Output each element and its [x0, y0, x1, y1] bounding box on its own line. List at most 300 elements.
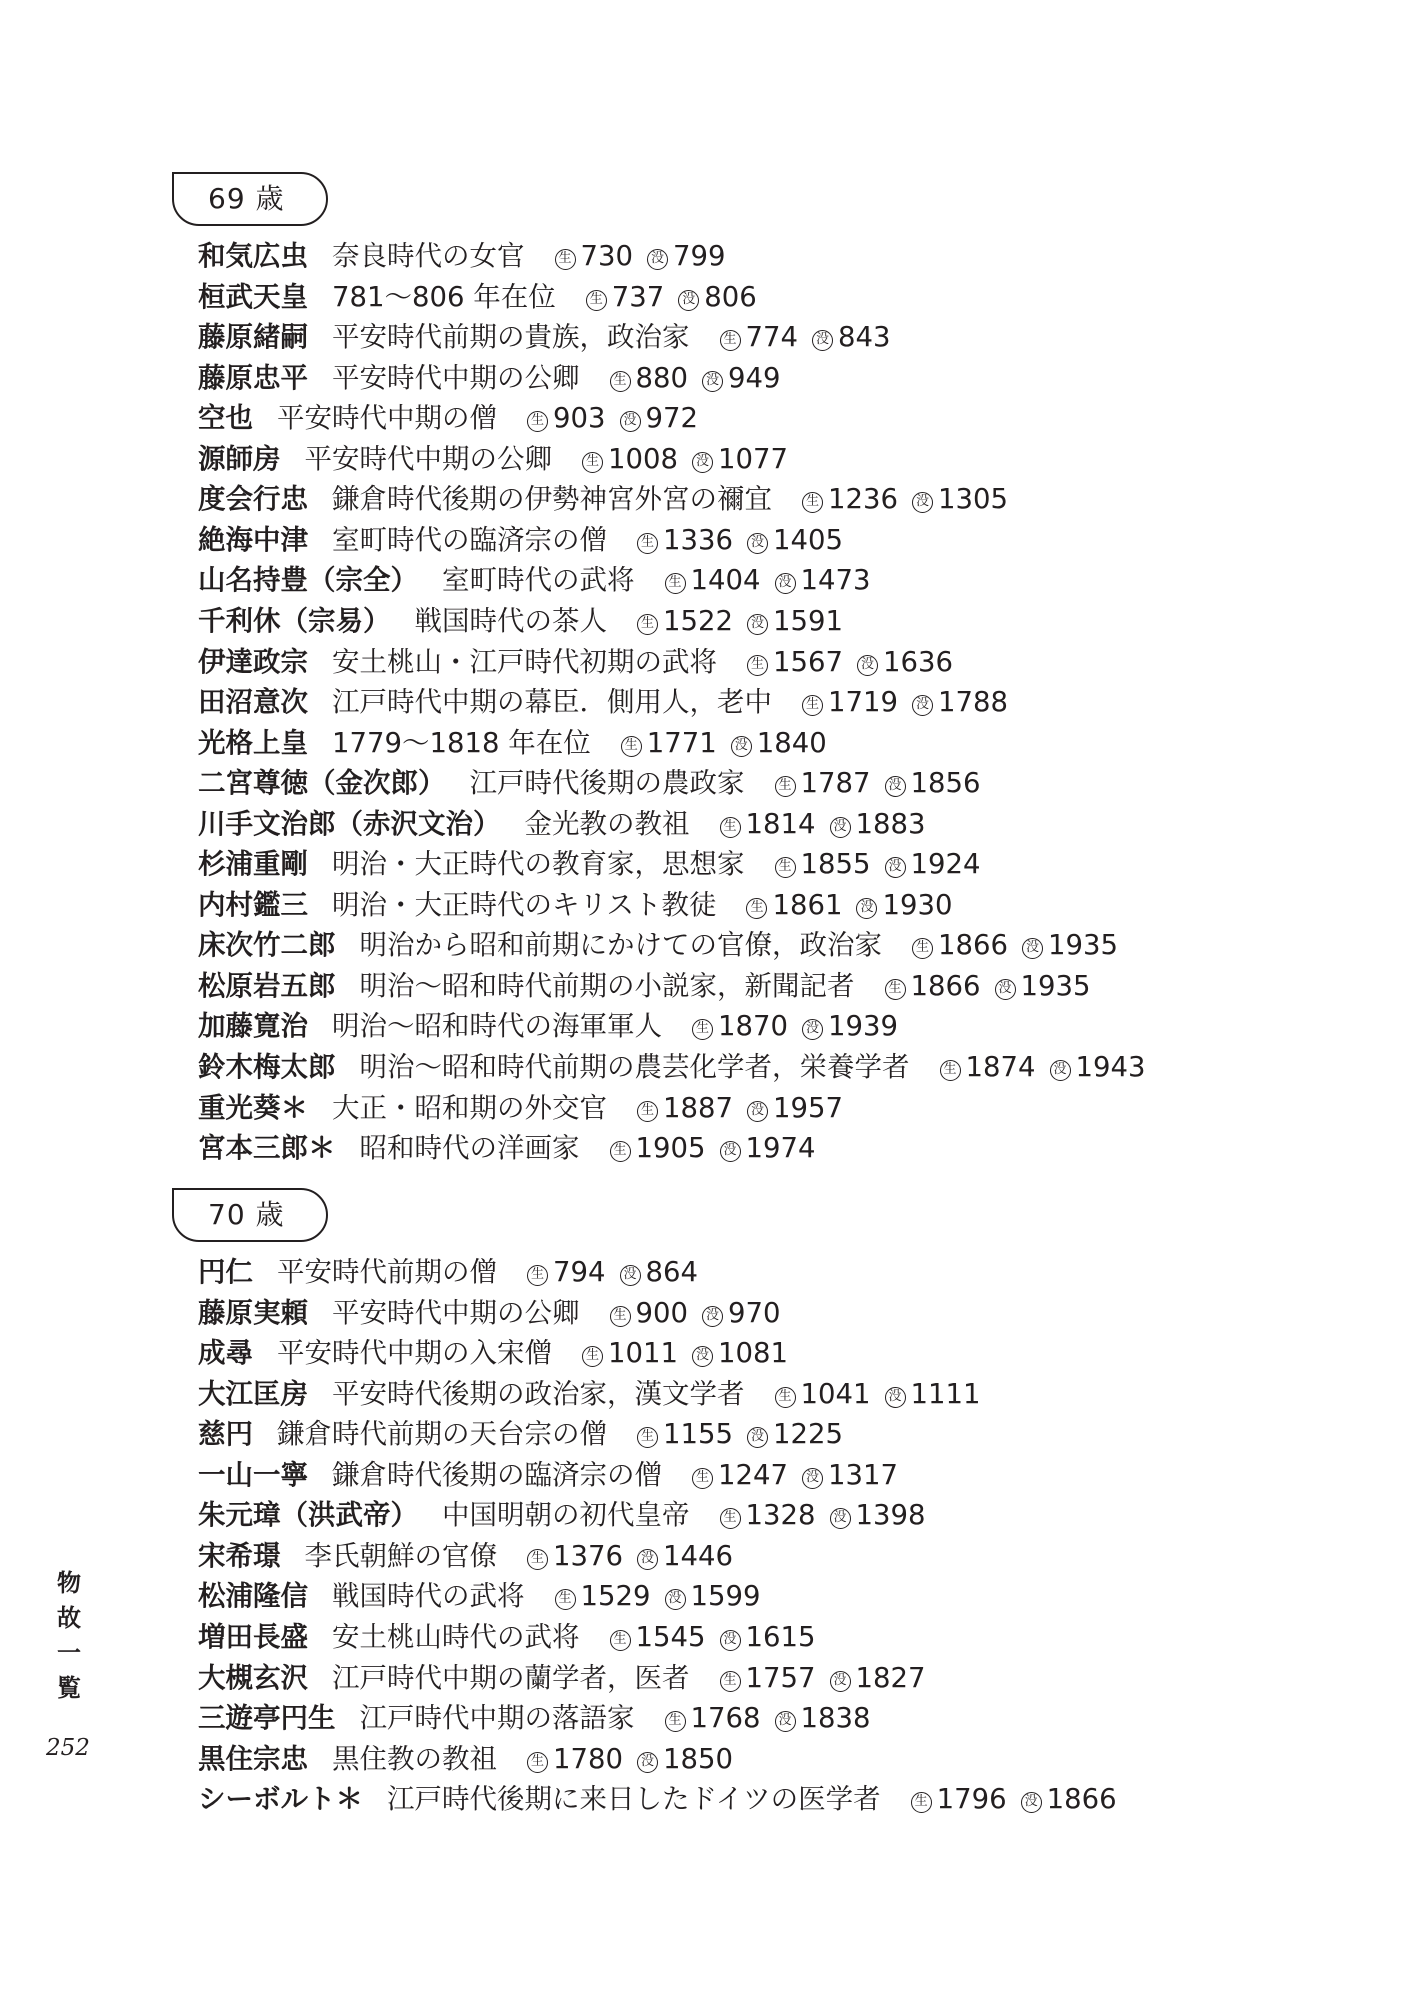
life-dates: [720, 1662, 926, 1694]
person-description: 江戸時代中期の落語家: [359, 1702, 635, 1734]
died-year: 1111: [910, 1378, 981, 1410]
died-mark-icon: 没: [912, 695, 933, 716]
born-mark-icon: 生: [885, 979, 906, 1000]
died-mark-icon: 没: [747, 1101, 768, 1122]
born-mark-icon: 生: [610, 371, 631, 392]
died-mark-icon: 没: [637, 1752, 658, 1773]
died-mark-icon: 没: [731, 736, 752, 757]
died-mark-icon: 没: [830, 1671, 851, 1692]
life-dates: [527, 1743, 733, 1775]
born-mark-icon: 生: [637, 533, 658, 554]
born-year: 1796: [936, 1783, 1007, 1815]
born-year: 1336: [663, 524, 733, 556]
life-dates: [775, 1378, 981, 1410]
born-mark-icon: 生: [692, 1019, 713, 1040]
died-mark-icon: 没: [620, 1265, 641, 1286]
person-name: 藤原実頼: [198, 1297, 308, 1329]
entry-row: [198, 1779, 1117, 1819]
born-year: 774: [745, 321, 798, 353]
entry-row: [198, 1495, 926, 1535]
entry-row: [198, 439, 788, 479]
born-mark-icon: 生: [610, 1141, 631, 1162]
person-name: シーボルト＊: [198, 1783, 363, 1815]
born-year: 1757: [745, 1662, 816, 1694]
person-name: 源師房: [198, 443, 281, 475]
age-heading: 70 歳: [172, 1188, 328, 1242]
person-name: 桓武天皇: [198, 281, 308, 313]
entry-row: [198, 763, 981, 803]
person-name: 三遊亭円生: [198, 1702, 336, 1734]
died-year: 1883: [855, 808, 926, 840]
life-dates: [775, 767, 981, 799]
person-description: 平安時代中期の公卿: [304, 443, 552, 475]
born-mark-icon: 生: [555, 249, 576, 270]
life-dates: [720, 321, 891, 353]
born-mark-icon: 生: [775, 776, 796, 797]
person-description: 平安時代前期の僧: [277, 1256, 497, 1288]
died-year: 1081: [718, 1337, 788, 1369]
died-mark-icon: 没: [720, 1141, 741, 1162]
born-mark-icon: 生: [582, 452, 603, 473]
person-description: 1779～1818 年在位: [332, 727, 591, 759]
life-dates: [555, 240, 726, 272]
entry-row: [198, 398, 698, 438]
died-mark-icon: 没: [775, 1711, 796, 1732]
life-dates: [911, 1783, 1117, 1815]
person-name: 藤原緒嗣: [198, 321, 308, 353]
person-name: 重光葵＊: [198, 1092, 308, 1124]
person-name: 円仁: [198, 1256, 253, 1288]
person-description: 金光教の教祖: [524, 808, 690, 840]
entry-row: [198, 601, 843, 641]
died-mark-icon: 没: [856, 898, 877, 919]
born-mark-icon: 生: [775, 1387, 796, 1408]
life-dates: [802, 686, 1008, 718]
born-mark-icon: 生: [747, 655, 768, 676]
died-mark-icon: 没: [830, 817, 851, 838]
person-name: 二宮尊徳（金次郎）: [198, 767, 446, 799]
born-year: 880: [635, 362, 688, 394]
born-mark-icon: 生: [527, 1549, 548, 1570]
died-mark-icon: 没: [830, 1508, 851, 1529]
died-year: 1446: [663, 1540, 733, 1572]
person-description: 平安時代中期の公卿: [332, 362, 580, 394]
life-dates: [940, 1051, 1146, 1083]
entry-row: [198, 236, 726, 276]
life-dates: [665, 564, 871, 596]
died-mark-icon: 没: [665, 1589, 686, 1610]
died-mark-icon: 没: [747, 1427, 768, 1448]
died-year: 1974: [745, 1132, 816, 1164]
entry-row: [198, 844, 981, 884]
entry-row: [198, 1088, 843, 1128]
born-mark-icon: 生: [555, 1589, 576, 1610]
person-name: 空也: [198, 402, 253, 434]
born-year: 1247: [718, 1459, 788, 1491]
entry-row: [198, 966, 1091, 1006]
died-year: 843: [838, 321, 891, 353]
person-name: 朱元璋（洪武帝）: [198, 1499, 418, 1531]
born-year: 1404: [690, 564, 761, 596]
entry-row: [198, 1293, 781, 1333]
person-name: 和気広虫: [198, 240, 308, 272]
died-mark-icon: 没: [775, 573, 796, 594]
died-year: 1225: [773, 1418, 843, 1450]
died-mark-icon: 没: [720, 1630, 741, 1651]
life-dates: [621, 727, 827, 759]
died-year: 1788: [938, 686, 1008, 718]
born-year: 1155: [663, 1418, 733, 1450]
died-mark-icon: 没: [747, 614, 768, 635]
died-year: 1957: [773, 1092, 843, 1124]
born-year: 1719: [828, 686, 898, 718]
entry-row: [198, 723, 827, 763]
entry-row: [198, 1455, 898, 1495]
born-year: 737: [611, 281, 665, 313]
born-mark-icon: 生: [637, 614, 658, 635]
person-name: 慈円: [198, 1418, 253, 1450]
life-dates: [637, 524, 843, 556]
born-year: 1866: [910, 970, 981, 1002]
born-mark-icon: 生: [720, 330, 741, 351]
person-description: 明治～昭和時代前期の農芸化学者，栄養学者: [359, 1051, 910, 1083]
person-name: 千利休（宗易）: [198, 605, 391, 637]
born-year: 1567: [773, 646, 843, 678]
person-description: 明治・大正時代のキリスト教徒: [332, 889, 717, 921]
born-year: 1905: [635, 1132, 706, 1164]
died-year: 1398: [855, 1499, 926, 1531]
person-name: 内村鑑三: [198, 889, 308, 921]
born-mark-icon: 生: [621, 736, 642, 757]
person-name: 宮本三郎＊: [198, 1132, 336, 1164]
entry-row: [198, 1617, 816, 1657]
life-dates: [582, 443, 788, 475]
life-dates: [610, 1297, 781, 1329]
died-mark-icon: 没: [857, 655, 878, 676]
entry-row: [198, 1374, 981, 1414]
born-year: 1887: [663, 1092, 733, 1124]
born-mark-icon: 生: [637, 1427, 658, 1448]
died-year: 970: [728, 1297, 781, 1329]
died-year: 1943: [1075, 1051, 1146, 1083]
born-year: 730: [580, 240, 633, 272]
born-year: 903: [553, 402, 606, 434]
life-dates: [775, 848, 981, 880]
entry-row: [198, 479, 1008, 519]
died-year: 1615: [745, 1621, 816, 1653]
died-mark-icon: 没: [1050, 1060, 1071, 1081]
person-description: 明治から昭和前期にかけての官僚，政治家: [359, 929, 882, 961]
person-description: 昭和時代の洋画家: [359, 1132, 580, 1164]
died-year: 1636: [883, 646, 953, 678]
died-mark-icon: 没: [692, 452, 713, 473]
life-dates: [692, 1459, 898, 1491]
person-name: 田沼意次: [198, 686, 308, 718]
person-description: 大正・昭和期の外交官: [332, 1092, 607, 1124]
person-description: 李氏朝鮮の官僚: [304, 1540, 497, 1572]
person-description: 戦国時代の武将: [332, 1580, 525, 1612]
life-dates: [692, 1010, 898, 1042]
died-year: 1473: [800, 564, 871, 596]
died-mark-icon: 没: [702, 1306, 723, 1327]
person-name: 大江匡房: [198, 1378, 308, 1410]
born-mark-icon: 生: [586, 290, 607, 311]
life-dates: [746, 889, 952, 921]
side-label-char: 一: [57, 1639, 81, 1667]
life-dates: [527, 1256, 698, 1288]
died-mark-icon: 没: [885, 1387, 906, 1408]
entry-row: [198, 804, 926, 844]
born-year: 1870: [718, 1010, 788, 1042]
died-year: 1935: [1048, 929, 1118, 961]
born-mark-icon: 生: [665, 573, 686, 594]
life-dates: [527, 402, 698, 434]
born-year: 1011: [608, 1337, 678, 1369]
entry-row: [198, 885, 952, 925]
born-year: 1328: [745, 1499, 816, 1531]
person-name: 床次竹二郎: [198, 929, 336, 961]
died-year: 1866: [1046, 1783, 1117, 1815]
side-label-char: 覧: [57, 1674, 81, 1702]
person-name: 増田長盛: [198, 1621, 308, 1653]
life-dates: [527, 1540, 733, 1572]
person-name: 光格上皇: [198, 727, 308, 759]
life-dates: [555, 1580, 761, 1612]
born-year: 1780: [553, 1743, 623, 1775]
born-year: 1861: [772, 889, 843, 921]
person-description: 平安時代中期の公卿: [332, 1297, 580, 1329]
died-year: 1305: [938, 483, 1008, 515]
born-mark-icon: 生: [911, 1792, 932, 1813]
person-name: 藤原忠平: [198, 362, 308, 394]
born-mark-icon: 生: [802, 492, 823, 513]
died-mark-icon: 没: [885, 857, 906, 878]
died-mark-icon: 没: [702, 371, 723, 392]
born-year: 1041: [800, 1378, 871, 1410]
died-year: 972: [645, 402, 698, 434]
life-dates: [610, 1132, 816, 1164]
entry-row: [198, 682, 1008, 722]
side-label: [55, 1566, 83, 1706]
person-description: 室町時代の武将: [442, 564, 635, 596]
born-year: 1866: [938, 929, 1008, 961]
entry-row: [198, 1698, 871, 1738]
person-name: 松原岩五郎: [198, 970, 336, 1002]
person-description: 奈良時代の女官: [332, 240, 525, 272]
died-year: 949: [728, 362, 781, 394]
born-mark-icon: 生: [610, 1306, 631, 1327]
born-year: 1522: [663, 605, 733, 637]
person-description: 明治～昭和時代の海軍軍人: [332, 1010, 662, 1042]
life-dates: [637, 1418, 843, 1450]
born-year: 1376: [553, 1540, 623, 1572]
person-description: 平安時代前期の貴族，政治家: [332, 321, 690, 353]
life-dates: [610, 362, 781, 394]
born-year: 1771: [646, 727, 717, 759]
died-mark-icon: 没: [802, 1019, 823, 1040]
entry-row: [198, 277, 757, 317]
person-description: 江戸時代中期の蘭学者，医者: [332, 1662, 690, 1694]
person-description: 平安時代中期の入宋僧: [277, 1337, 552, 1369]
life-dates: [637, 605, 843, 637]
died-mark-icon: 没: [647, 249, 668, 270]
entry-row: [198, 1576, 761, 1616]
person-description: 江戸時代後期に来日したドイツの医学者: [387, 1783, 881, 1815]
side-label-char: 故: [57, 1604, 81, 1632]
person-name: 度会行忠: [198, 483, 308, 515]
person-name: 山名持豊（宗全）: [198, 564, 418, 596]
died-mark-icon: 没: [1022, 938, 1043, 959]
born-year: 1529: [580, 1580, 651, 1612]
person-name: 成尋: [198, 1337, 253, 1369]
died-year: 806: [704, 281, 757, 313]
person-description: 鎌倉時代前期の天台宗の僧: [277, 1418, 607, 1450]
born-year: 794: [553, 1256, 606, 1288]
born-mark-icon: 生: [940, 1060, 961, 1081]
person-description: 安土桃山・江戸時代初期の武将: [332, 646, 717, 678]
died-mark-icon: 没: [912, 492, 933, 513]
born-year: 1236: [828, 483, 898, 515]
born-mark-icon: 生: [527, 1752, 548, 1773]
life-dates: [802, 483, 1008, 515]
died-year: 1827: [855, 1662, 926, 1694]
died-year: 1856: [910, 767, 981, 799]
died-mark-icon: 没: [620, 411, 641, 432]
person-name: 黒住宗忠: [198, 1743, 308, 1775]
life-dates: [582, 1337, 788, 1369]
person-description: 黒住教の教祖: [332, 1743, 497, 1775]
entry-row: [198, 520, 843, 560]
person-name: 川手文治郎（赤沢文治）: [198, 808, 501, 840]
life-dates: [586, 281, 757, 313]
born-mark-icon: 生: [665, 1711, 686, 1732]
entry-row: [198, 1536, 733, 1576]
person-description: 鎌倉時代後期の臨済宗の僧: [332, 1459, 662, 1491]
born-mark-icon: 生: [692, 1468, 713, 1489]
life-dates: [610, 1621, 816, 1653]
person-name: 杉浦重剛: [198, 848, 308, 880]
entry-row: [198, 1658, 926, 1698]
person-name: 松浦隆信: [198, 1580, 308, 1612]
died-year: 1850: [663, 1743, 733, 1775]
entry-row: [198, 1252, 698, 1292]
died-year: 1405: [773, 524, 843, 556]
person-description: 室町時代の臨済宗の僧: [332, 524, 607, 556]
entry-row: [198, 560, 871, 600]
born-mark-icon: 生: [746, 898, 767, 919]
born-year: 1768: [690, 1702, 761, 1734]
born-mark-icon: 生: [527, 1265, 548, 1286]
person-name: 鈴木梅太郎: [198, 1051, 336, 1083]
born-mark-icon: 生: [720, 1671, 741, 1692]
died-year: 1838: [800, 1702, 871, 1734]
born-year: 1545: [635, 1621, 706, 1653]
died-mark-icon: 没: [885, 776, 906, 797]
born-year: 1787: [800, 767, 871, 799]
person-description: 明治～昭和時代前期の小説家，新聞記者: [359, 970, 855, 1002]
died-mark-icon: 没: [692, 1346, 713, 1367]
age-heading: 69 歳: [172, 172, 328, 226]
person-name: 宋希璟: [198, 1540, 281, 1572]
died-year: 1930: [882, 889, 953, 921]
person-name: 大槻玄沢: [198, 1662, 308, 1694]
born-mark-icon: 生: [912, 938, 933, 959]
person-description: 江戸時代中期の幕臣．側用人，老中: [332, 686, 772, 718]
life-dates: [912, 929, 1118, 961]
entry-row: [198, 1047, 1146, 1087]
entry-row: [198, 1739, 733, 1779]
died-year: 1939: [828, 1010, 898, 1042]
person-description: 平安時代後期の政治家，漢文学者: [332, 1378, 745, 1410]
life-dates: [637, 1092, 843, 1124]
person-description: 平安時代中期の僧: [277, 402, 497, 434]
died-mark-icon: 没: [678, 290, 699, 311]
born-mark-icon: 生: [527, 411, 548, 432]
born-year: 1008: [608, 443, 678, 475]
person-name: 絶海中津: [198, 524, 308, 556]
entry-row: [198, 1006, 898, 1046]
died-year: 864: [645, 1256, 698, 1288]
died-year: 1317: [828, 1459, 898, 1491]
person-description: 鎌倉時代後期の伊勢神宮外宮の禰宜: [332, 483, 772, 515]
born-year: 900: [635, 1297, 688, 1329]
died-year: 1077: [718, 443, 788, 475]
born-mark-icon: 生: [720, 1508, 741, 1529]
born-year: 1855: [800, 848, 871, 880]
died-mark-icon: 没: [812, 330, 833, 351]
died-year: 799: [673, 240, 726, 272]
died-mark-icon: 没: [995, 979, 1016, 1000]
born-mark-icon: 生: [582, 1346, 603, 1367]
life-dates: [885, 970, 1091, 1002]
person-description: 明治・大正時代の教育家，思想家: [332, 848, 745, 880]
entry-row: [198, 317, 891, 357]
entry-row: [198, 1128, 816, 1168]
born-mark-icon: 生: [775, 857, 796, 878]
person-name: 一山一寧: [198, 1459, 308, 1491]
died-mark-icon: 没: [1021, 1792, 1042, 1813]
died-mark-icon: 没: [747, 533, 768, 554]
entry-row: [198, 1414, 843, 1454]
died-year: 1599: [690, 1580, 761, 1612]
born-year: 1874: [965, 1051, 1036, 1083]
entry-row: [198, 1333, 788, 1373]
entry-row: [198, 642, 953, 682]
died-year: 1935: [1020, 970, 1091, 1002]
person-name: 伊達政宗: [198, 646, 308, 678]
born-year: 1814: [745, 808, 816, 840]
died-year: 1840: [756, 727, 827, 759]
died-mark-icon: 没: [802, 1468, 823, 1489]
person-description: 中国明朝の初代皇帝: [442, 1499, 690, 1531]
life-dates: [720, 808, 926, 840]
died-mark-icon: 没: [637, 1549, 658, 1570]
died-year: 1924: [910, 848, 981, 880]
life-dates: [665, 1702, 871, 1734]
person-description: 江戸時代後期の農政家: [469, 767, 745, 799]
person-description: 781～806 年在位: [332, 281, 556, 313]
born-mark-icon: 生: [802, 695, 823, 716]
person-description: 安土桃山時代の武将: [332, 1621, 580, 1653]
born-mark-icon: 生: [610, 1630, 631, 1651]
life-dates: [747, 646, 953, 678]
person-description: 戦国時代の茶人: [414, 605, 607, 637]
page-number: 252: [46, 1735, 90, 1761]
entry-row: [198, 925, 1118, 965]
born-mark-icon: 生: [637, 1101, 658, 1122]
born-mark-icon: 生: [720, 817, 741, 838]
died-year: 1591: [773, 605, 843, 637]
